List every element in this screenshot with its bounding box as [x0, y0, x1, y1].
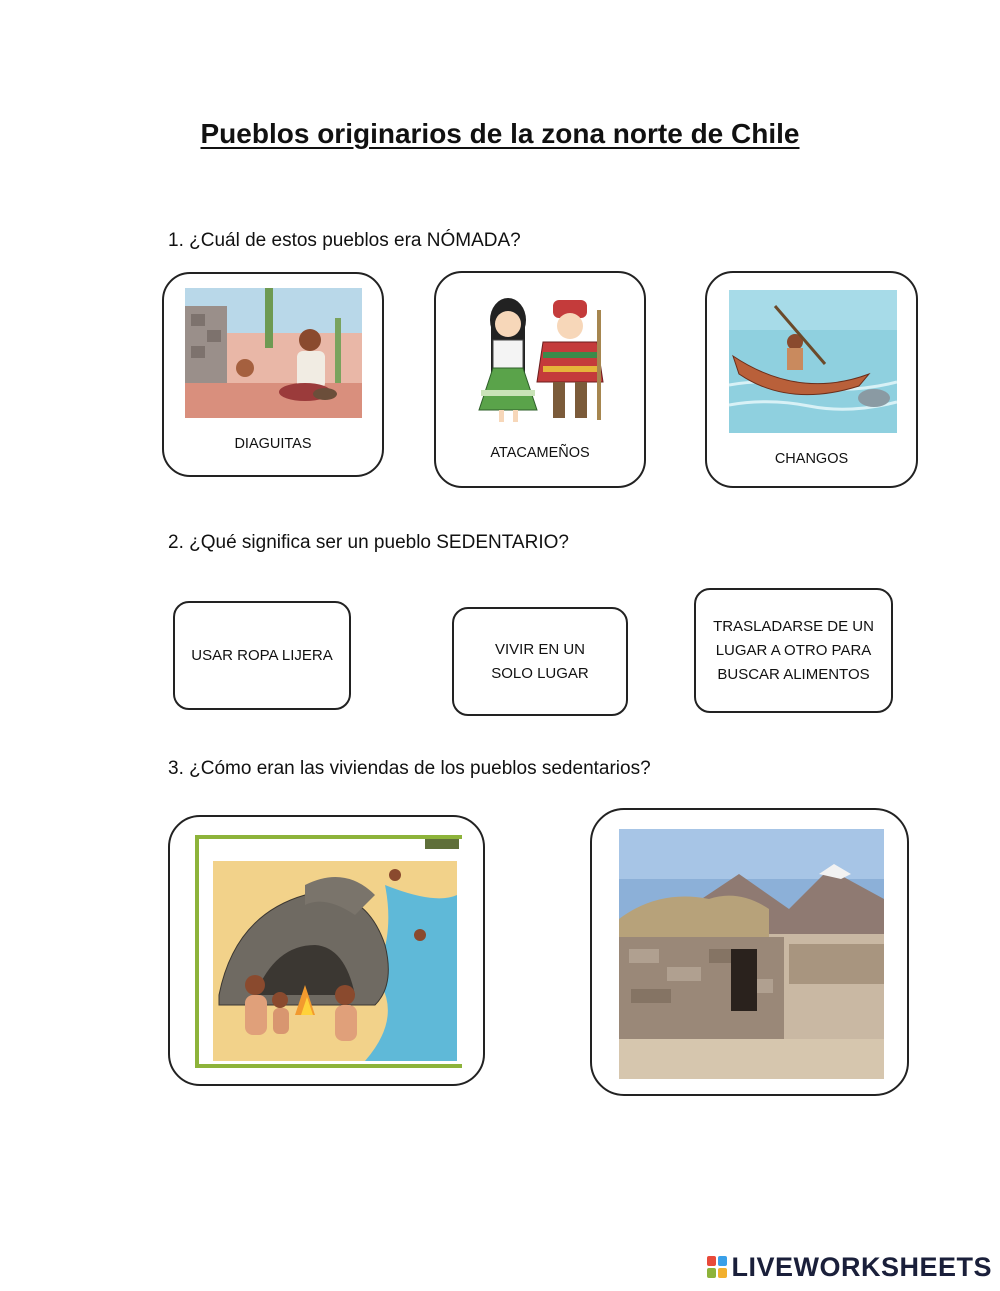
brand-name: LIVEWORKSHEETS [731, 1251, 992, 1282]
diaguitas-image [185, 288, 362, 418]
option-label: DIAGUITAS [234, 436, 312, 452]
housing-card-stone[interactable] [590, 808, 909, 1096]
option-card-changos[interactable] [705, 271, 918, 488]
answer-vivir-solo-lugar[interactable]: VIVIR EN UN SOLO LUGAR [452, 607, 628, 716]
option-card-diaguitas[interactable] [162, 272, 384, 477]
liveworksheets-logo [707, 1251, 992, 1283]
housing-card-cave[interactable] [168, 815, 485, 1086]
option-card-atacamenos[interactable] [434, 271, 646, 488]
atacamenos-image [473, 290, 611, 430]
question-2: 2. ¿Qué significa ser un pueblo SEDENTARIO? [168, 532, 569, 553]
option-label: ATACAMEÑOS [490, 445, 590, 461]
question-3: 3. ¿Cómo eran las viviendas de los pueblos sedentarios? [168, 758, 651, 779]
stone-house-image [619, 829, 884, 1079]
liveworksheets-logo-icon [707, 1256, 727, 1278]
question-1: 1. ¿Cuál de estos pueblos era NÓMADA? [168, 230, 521, 251]
cave-dwelling-image [195, 835, 462, 1068]
option-label: CHANGOS [774, 451, 849, 467]
answer-usar-ropa[interactable]: USAR ROPA LIJERA [173, 601, 351, 710]
changos-image [729, 290, 897, 433]
page-title: Pueblos originarios de la zona norte de Chile [200, 118, 800, 149]
answer-trasladarse[interactable]: TRASLADARSE DE UN LUGAR A OTRO PARA BUSCAR ALIMENTOS [694, 588, 893, 713]
